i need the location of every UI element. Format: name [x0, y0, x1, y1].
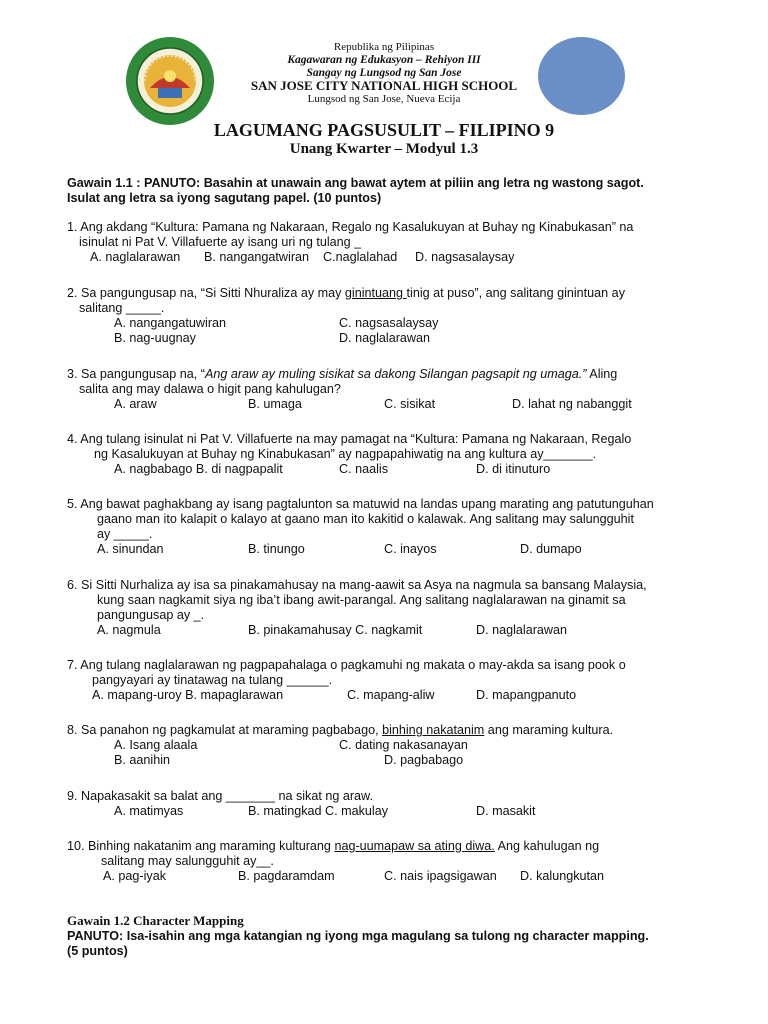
q10-underlined: nag-uumapaw sa ating diwa.: [334, 839, 495, 853]
q4-choice-ab: A. nagbabago B. di nagpapalit: [114, 462, 283, 476]
q3-choice-c: C. sisikat: [384, 397, 436, 411]
gawain2-title: Gawain 1.2 Character Mapping: [67, 913, 244, 928]
q7-line2: pangyayari ay tinatawag na tulang ______.: [92, 673, 333, 687]
header-school: SAN JOSE CITY NATIONAL HIGH SCHOOL: [250, 78, 518, 93]
q2-post: tinig at puso”, ang salitang ginintuan ay: [406, 286, 625, 300]
q5-choice-c: C. inayos: [384, 542, 437, 556]
q6-line1: 6. Si Sitti Nurhaliza ay isa sa pinakamahusay na mang-aawit sa Asya na nagmula sa bansang Malaysia,: [67, 578, 647, 592]
gawain1-instructions-line1: Gawain 1.1 : PANUTO: Basahin at unawain ang bawat aytem at piliin ang letra ng wastong sagot.: [67, 176, 644, 190]
q3-choice-a: A. araw: [114, 397, 157, 411]
q6-line2: kung saan nagkamit siya ng iba’t ibang awit-parangal. Ang salitang naglalarawan na ginamit sa: [97, 593, 626, 607]
q3-choice-b: B. umaga: [248, 397, 302, 411]
q8-pre: 8. Sa panahon ng pagkamulat at maraming pagbabago,: [67, 723, 383, 737]
q2-choice-c: C. nagsasalaysay: [339, 316, 439, 330]
gawain2-instructions-line2: (5 puntos): [67, 944, 128, 958]
q4-line1: 4. Ang tulang isinulat ni Pat V. Villafuerte na may pamagat na “Kultura: Pamana ng Nakaraan, Regalo: [67, 432, 632, 446]
q4-line2: ng Kasalukuyan at Buhay ng Kinabukasan” ay nagpapahiwatig na ang kultura ay_______.: [94, 447, 597, 461]
q9-choice-bc: B. matingkad C. makulay: [248, 804, 388, 818]
q6-choice-d: D. naglalarawan: [476, 623, 568, 637]
q2-underlined: ginintuang: [344, 286, 407, 300]
q8-line1: [67, 723, 613, 738]
q3-choice-d: D. lahat ng nabanggit: [512, 397, 632, 411]
q5-choice-a: A. sinundan: [97, 542, 164, 556]
q7-line1: 7. Ang tulang naglalarawan ng pagpapahalaga o pagkamuhi ng makata o may-akda sa isang pook o: [67, 658, 626, 672]
header-address: Lungsod ng San Jose, Nueva Ecija: [307, 93, 461, 105]
q2-line2: salitang _____.: [79, 301, 165, 315]
q10-choice-a: A. pag-iyak: [103, 869, 166, 883]
q1-choice-a: A. naglalarawan: [90, 250, 181, 264]
q6-line3: pangungusap ay _.: [97, 608, 205, 622]
q10-line1: [67, 839, 599, 854]
q1-line1: 1. Ang akdang “Kultura: Pamana ng Nakaraan, Regalo ng Kasalukuyan at Buhay ng Kinabukasan” na: [67, 220, 634, 234]
q1-line2: isinulat ni Pat V. Villafuerte ay isang uri ng tulang _: [79, 235, 362, 249]
q2-pre: 2. Sa pangungusap na, “Si Sitti Nhuraliza ay may: [67, 286, 345, 300]
page-subtitle: Unang Kwarter – Modyul 1.3: [289, 141, 479, 157]
q10-choice-b: B. pagdaramdam: [238, 869, 335, 883]
q6-choice-a: A. nagmula: [97, 623, 161, 637]
q8-choice-a: A. Isang alaala: [114, 738, 198, 752]
q10-choice-c: C. nais ipagsigawan: [384, 869, 497, 883]
header-department: Kagawaran ng Edukasyon – Rehiyon III: [287, 54, 481, 66]
q3-post: Aling: [586, 367, 618, 381]
q2-choice-d: D. naglalarawan: [339, 331, 431, 345]
q8-post: ang maraming kultura.: [484, 723, 614, 737]
q8-underlined: binhing nakatanim: [382, 723, 485, 737]
q3-italic: Ang araw ay muling sisikat sa dakong Silangan pagsapit ng umaga.”: [204, 367, 587, 381]
q4-choice-c: C. naalis: [339, 462, 388, 476]
q9-choice-a: A. matimyas: [114, 804, 184, 818]
header-republic: Republika ng Pilipinas: [333, 41, 435, 53]
q2-choice-a: A. nangangatuwiran: [114, 316, 227, 330]
q2-choice-b: B. nag-uugnay: [114, 331, 196, 345]
gawain1-instructions-line2: Isulat ang letra sa iyong sagutang papel. (10 puntos): [67, 191, 382, 205]
q9-line1: 9. Napakasakit sa balat ang _______ na sikat ng araw.: [67, 789, 373, 803]
q10-line2: salitang may salungguhit ay__.: [101, 854, 274, 868]
q1-choice-d: D. nagsasalaysay: [415, 250, 515, 264]
q7-choice-ab: A. mapang-uroy B. mapaglarawan: [92, 688, 284, 702]
q2-line1: [67, 286, 625, 301]
q9-choice-d: D. masakit: [476, 804, 536, 818]
q6-choice-bc: B. pinakamahusay C. nagkamit: [248, 623, 423, 637]
q1-choice-c: C.naglalahad: [323, 250, 398, 264]
q5-line3: ay _____.: [97, 527, 153, 541]
q5-line2: gaano man ito kalapit o kalayo at gaano man ito kakitid o kalawak. Ang salitang may salungguhit: [97, 512, 634, 526]
q3-pre: 3. Sa pangungusap na, “: [67, 367, 205, 381]
q3-line2: salita ang may dalawa o higit pang kahulugan?: [79, 382, 341, 396]
q10-choice-d: D. kalungkutan: [520, 869, 605, 883]
q5-choice-d: D. dumapo: [520, 542, 582, 556]
q8-choice-b: B. aanihin: [114, 753, 171, 767]
q3-line1: [67, 367, 617, 382]
q5-line1: 5. Ang bawat paghakbang ay isang pagtalunton sa matuwid na landas upang marating ang patutunguhan: [67, 497, 654, 511]
q7-choice-c: C. mapang-aliw: [347, 688, 435, 702]
q5-choice-b: B. tinungo: [248, 542, 305, 556]
q8-choice-c: C. dating nakasanayan: [339, 738, 468, 752]
q1-choice-b: B. nangangatwiran: [204, 250, 310, 264]
q7-choice-d: D. mapangpanuto: [476, 688, 577, 702]
page-title: LAGUMANG PAGSUSULIT – FILIPINO 9: [213, 120, 555, 140]
header-division: Sangay ng Lungsod ng San Jose: [306, 67, 462, 79]
q4-choice-d: D. di itinuturo: [476, 462, 551, 476]
gawain2-instructions-line1: PANUTO: Isa-isahin ang mga katangian ng iyong mga magulang sa tulong ng character mapping.: [67, 929, 649, 943]
q10-pre: 10. Binhing nakatanim ang maraming kulturang: [67, 839, 335, 853]
q8-choice-d: D. pagbabago: [384, 753, 464, 767]
q10-post: Ang kahulugan ng: [494, 839, 600, 853]
